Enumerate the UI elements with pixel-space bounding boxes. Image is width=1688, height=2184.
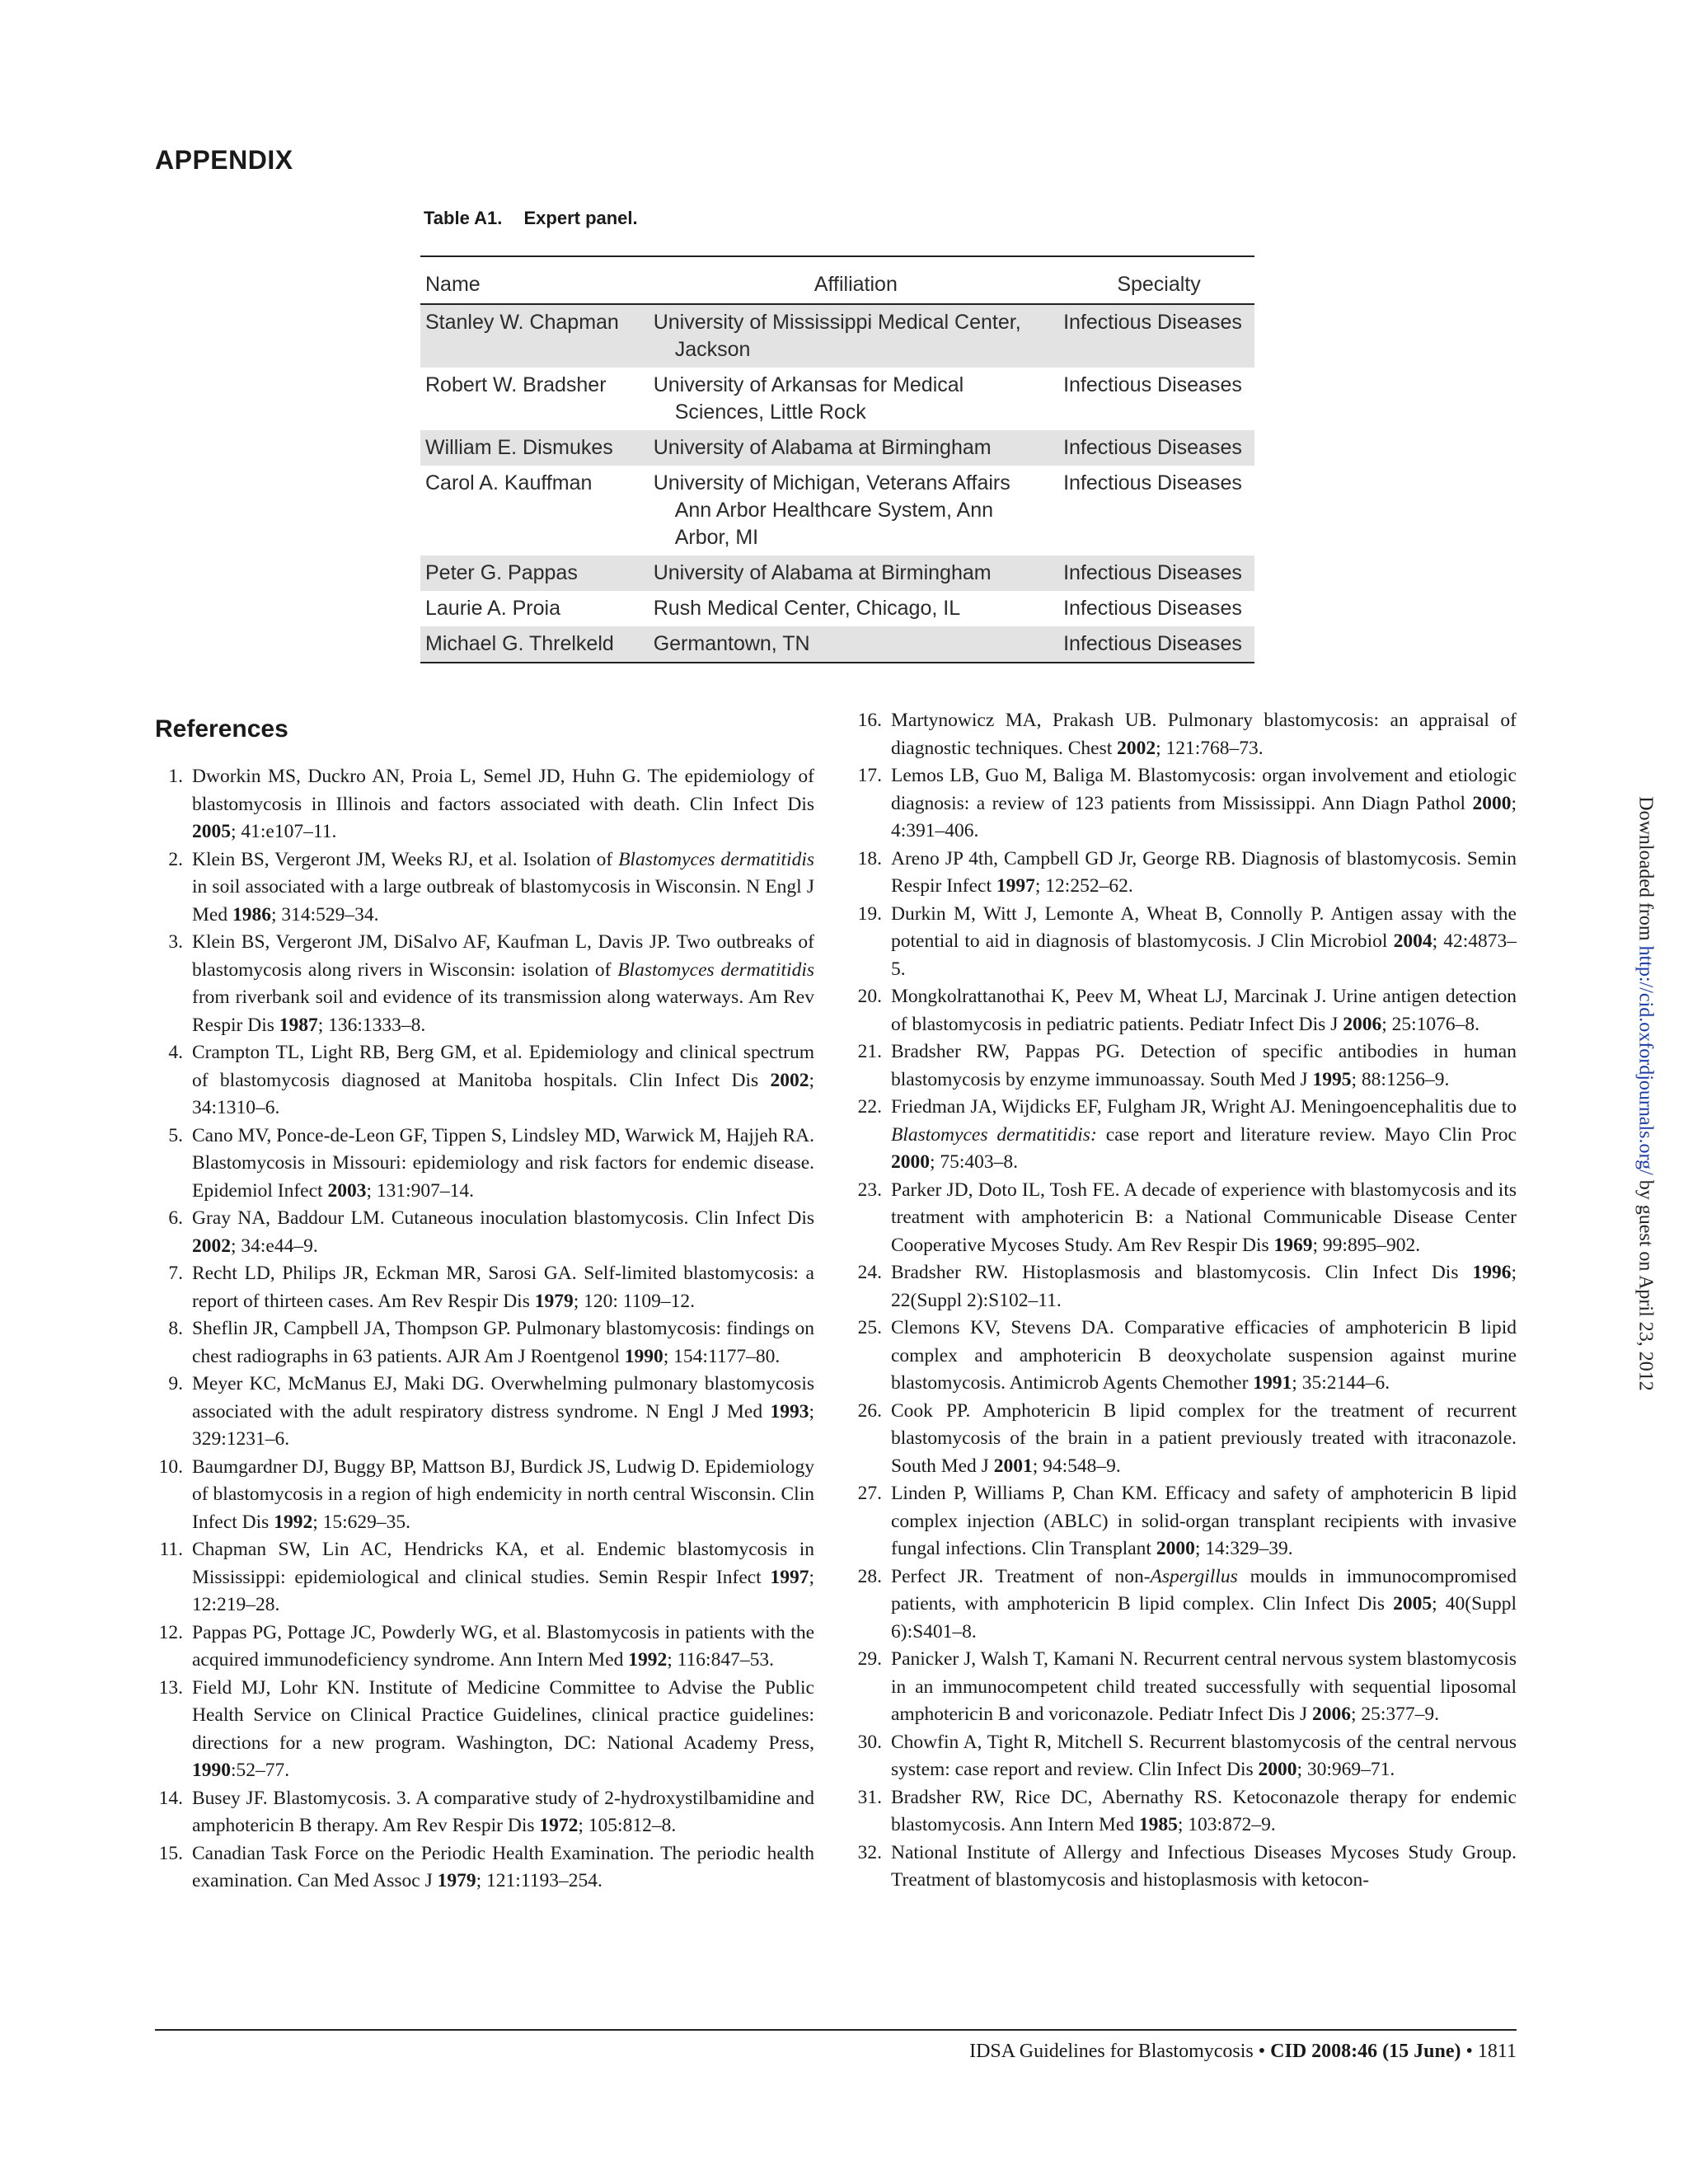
cell-affiliation: University of Arkansas for Medical Sciences, Little Rock xyxy=(653,373,964,424)
reference-item xyxy=(155,763,814,846)
cell-specialty: Infectious Diseases xyxy=(1063,436,1242,459)
cell-name: Stanley W. Chapman xyxy=(425,311,619,334)
reference-number: 27. xyxy=(857,1483,882,1504)
reference-number: 30. xyxy=(857,1731,882,1753)
reference-item xyxy=(854,1094,1517,1177)
reference-number: 13. xyxy=(158,1676,183,1699)
reference-item xyxy=(155,1536,814,1619)
cell-specialty: Infectious Diseases xyxy=(1063,561,1242,584)
reference-text: Gray NA, Baddour LM. Cutaneous inoculation blastomycosis. Clin Infect Dis 2002; 34:e44–9. xyxy=(192,1207,814,1257)
cell-affiliation: University of Michigan, Veterans Affairs Ann Arbor Healthcare System, Ann Arbor, MI xyxy=(653,471,1010,549)
reference-text: Cano MV, Ponce-de-Leon GF, Tippen S, Lindsley MD, Warwick M, Hajjeh RA. Blastomycosis in Missouri: epidemiology and risk factors for endemic disease. Epidemiol Infect 2003; 131:907–14. xyxy=(192,1124,814,1202)
reference-item xyxy=(854,1563,1517,1647)
reference-item xyxy=(155,1454,814,1537)
reference-number: 9. xyxy=(168,1373,183,1394)
reference-item xyxy=(155,1675,814,1785)
reference-text: Martynowicz MA, Prakash UB. Pulmonary blastomycosis: an appraisal of diagnostic techniques. Chest 2002; 121:768–73. xyxy=(891,710,1517,759)
reference-number: 8. xyxy=(168,1318,183,1339)
table-title: Expert panel. xyxy=(523,208,638,228)
reference-item xyxy=(854,762,1517,846)
cell-affiliation: University of Alabama at Birmingham xyxy=(653,436,992,459)
reference-number: 5. xyxy=(168,1124,183,1146)
reference-item xyxy=(155,846,814,930)
reference-text: Durkin M, Witt J, Lemonte A, Wheat B, Connolly P. Antigen assay with the potential to aid in diagnosis of blastomycosis. J Clin Microbiol 2004; 42:4873–5. xyxy=(891,902,1517,980)
cell-name: William E. Dismukes xyxy=(425,436,613,459)
reference-number: 16. xyxy=(857,710,882,731)
download-note xyxy=(1634,796,1657,1391)
reference-item xyxy=(155,1122,814,1206)
table-caption xyxy=(424,208,638,229)
cell-specialty: Infectious Diseases xyxy=(1063,373,1242,396)
references-column-right xyxy=(854,707,1517,1895)
reference-text: Linden P, Williams P, Chan KM. Efficacy and safety of amphotericin B lipid complex injection (ABLC) in solid-organ transplant recipients with invasive fungal infections. Clin Transplant 2000; 14:329–39. xyxy=(891,1483,1517,1559)
footer-separator: • xyxy=(1258,2041,1266,2062)
reference-item xyxy=(854,1177,1517,1260)
reference-text: Perfect JR. Treatment of non-Aspergillus moulds in immunocompromised patients, with amphotericin B lipid complex. Clin Infect Dis 2005; 40(Suppl 6):S401–8. xyxy=(891,1565,1517,1643)
footer-rule xyxy=(155,2029,1517,2031)
reference-item xyxy=(854,1398,1517,1481)
reference-item xyxy=(854,1038,1517,1094)
table-header-row xyxy=(420,256,1254,304)
table-label: Table A1. xyxy=(424,208,503,228)
reference-text: Chapman SW, Lin AC, Hendricks KA, et al. Endemic blastomycosis in Mississippi: epidemiological and clinical studies. Semin Respir Infect 1997; 12:219–28. xyxy=(192,1539,814,1615)
reference-number: 1. xyxy=(168,766,183,787)
reference-text: Sheflin JR, Campbell JA, Thompson GP. Pulmonary blastomycosis: findings on chest radiographs in 63 patients. AJR Am J Roentgenol 1990; 154:1177–80. xyxy=(192,1318,814,1367)
appendix-heading: APPENDIX xyxy=(155,145,293,175)
page-footer xyxy=(969,2041,1517,2063)
cell-specialty: Infectious Diseases xyxy=(1063,471,1242,494)
reference-number: 12. xyxy=(158,1621,183,1643)
reference-item xyxy=(854,1646,1517,1729)
reference-text: Parker JD, Doto IL, Tosh FE. A decade of experience with blastomycosis and its treatment with amphotericin B: a National Communicable Disease Center Cooperative Mycoses Study. Am Rev Respir Dis 1969; 99:895–902. xyxy=(891,1179,1517,1256)
expert-panel-table xyxy=(420,255,1254,663)
reference-item xyxy=(854,983,1517,1038)
table-row xyxy=(420,555,1254,591)
reference-text: Areno JP 4th, Campbell GD Jr, George RB. Diagnosis of blastomycosis. Semin Respir Infect 1997; 12:252–62. xyxy=(891,847,1517,897)
reference-number: 29. xyxy=(857,1648,882,1670)
table-row xyxy=(420,626,1254,663)
reference-number: 25. xyxy=(857,1317,882,1338)
reference-text: Mongkolrattanothai K, Peev M, Wheat LJ, Marcinak J. Urine antigen detection of blastomycosis in pediatric patients. Pediatr Infect Dis J 2006; 25:1076–8. xyxy=(891,986,1517,1035)
references-column-left xyxy=(155,763,814,1896)
cell-name: Michael G. Threlkeld xyxy=(425,632,614,655)
reference-number: 32. xyxy=(857,1841,882,1863)
reference-number: 23. xyxy=(857,1179,882,1201)
reference-number: 2. xyxy=(168,848,183,870)
reference-item xyxy=(854,1315,1517,1398)
download-note-suffix: by guest on April 23, 2012 xyxy=(1634,1179,1657,1391)
reference-number: 3. xyxy=(168,931,183,953)
references-heading: References xyxy=(155,715,288,743)
reference-text: Busey JF. Blastomycosis. 3. A comparative study of 2-hydroxystilbamidine and amphotericin B therapy. Am Rev Respir Dis 1972; 105:812–8. xyxy=(192,1787,814,1836)
reference-text: Chowfin A, Tight R, Mitchell S. Recurrent blastomycosis of the central nervous system: case report and review. Clin Infect Dis 2000; 30:969–71. xyxy=(891,1731,1517,1780)
header-specialty: Specialty xyxy=(1117,273,1201,296)
reference-number: 14. xyxy=(158,1787,183,1809)
reference-item xyxy=(155,1260,814,1315)
table-body xyxy=(420,304,1254,663)
table-row xyxy=(420,430,1254,466)
cell-specialty: Infectious Diseases xyxy=(1063,597,1242,620)
reference-text: Pappas PG, Pottage JC, Powderly WG, et al. Blastomycosis in patients with the acquired immunodeficiency syndrome. Ann Intern Med 1992; 116:847–53. xyxy=(192,1621,814,1671)
reference-item xyxy=(854,1784,1517,1840)
reference-item xyxy=(155,1205,814,1260)
reference-text: Bradsher RW. Histoplasmosis and blastomycosis. Clin Infect Dis 1996; 22(Suppl 2):S102–11. xyxy=(891,1262,1517,1311)
reference-text: National Institute of Allergy and Infectious Diseases Mycoses Study Group. Treatment of blastomycosis and histoplasmosis with ketocon- xyxy=(891,1841,1517,1891)
reference-text: Canadian Task Force on the Periodic Health Examination. The periodic health examination. Can Med Assoc J 1979; 121:1193–254. xyxy=(192,1842,814,1891)
cell-name: Carol A. Kauffman xyxy=(425,471,593,494)
reference-text: Recht LD, Philips JR, Eckman MR, Sarosi GA. Self-limited blastomycosis: a report of thirteen cases. Am Rev Respir Dis 1979; 120: 1109–12. xyxy=(192,1263,814,1312)
reference-number: 17. xyxy=(857,765,882,786)
reference-text: Meyer KC, McManus EJ, Maki DG. Overwhelming pulmonary blastomycosis associated with the adult respiratory distress syndrome. N Engl J Med 1993; 329:1231–6. xyxy=(192,1373,814,1450)
table-row xyxy=(420,466,1254,555)
reference-item xyxy=(155,1315,814,1371)
reference-item xyxy=(155,1840,814,1896)
reference-item xyxy=(854,1480,1517,1563)
reference-text: Lemos LB, Guo M, Baliga M. Blastomycosis: organ involvement and etiologic diagnosis: a review of 123 patients from Mississippi. Ann Diagn Pathol 2000; 4:391–406. xyxy=(891,765,1517,841)
reference-number: 6. xyxy=(168,1207,183,1229)
reference-number: 20. xyxy=(857,986,882,1007)
reference-item xyxy=(854,1840,1517,1895)
reference-text: Crampton TL, Light RB, Berg GM, et al. Epidemiology and clinical spectrum of blastomycosis diagnosed at Manitoba hospitals. Clin Infect Dis 2002; 34:1310–6. xyxy=(192,1042,814,1118)
table-row xyxy=(420,591,1254,626)
cell-name: Laurie A. Proia xyxy=(425,597,560,620)
reference-text: Panicker J, Walsh T, Kamani N. Recurrent central nervous system blastomycosis in an immunocompetent child treated successfully with sequential liposomal amphotericin B and voriconazole. Pediatr Infect Dis J 2006; 25:377–9. xyxy=(891,1648,1517,1725)
cell-affiliation: University of Alabama at Birmingham xyxy=(653,561,992,584)
reference-item xyxy=(854,846,1517,901)
reference-number: 22. xyxy=(857,1096,882,1118)
reference-item xyxy=(155,1039,814,1122)
reference-text: Field MJ, Lohr KN. Institute of Medicine Committee to Advise the Public Health Service on Clinical Practice Guidelines, clinical practice guidelines: directions for a new program. Washington, DC: National Academy Press, 1990:52–77. xyxy=(192,1676,814,1781)
cell-specialty: Infectious Diseases xyxy=(1063,311,1242,334)
header-affiliation: Affiliation xyxy=(814,273,898,296)
footer-separator: • xyxy=(1465,2041,1473,2062)
reference-number: 31. xyxy=(857,1786,882,1808)
download-note-prefix: Downloaded from xyxy=(1634,796,1657,941)
reference-item xyxy=(155,1371,814,1454)
reference-number: 21. xyxy=(857,1041,882,1062)
header-name: Name xyxy=(425,273,481,296)
cell-name: Peter G. Pappas xyxy=(425,561,578,584)
reference-item xyxy=(854,1259,1517,1315)
reference-item xyxy=(854,707,1517,762)
reference-item xyxy=(155,1785,814,1840)
journal-citation: CID 2008:46 (15 June) xyxy=(1270,2041,1461,2062)
reference-number: 7. xyxy=(168,1263,183,1284)
reference-text: Friedman JA, Wijdicks EF, Fulgham JR, Wright AJ. Meningoencephalitis due to Blastomyces dermatitidis: case report and literature review. Mayo Clin Proc 2000; 75:403–8. xyxy=(891,1096,1517,1173)
reference-item xyxy=(854,901,1517,984)
reference-number: 15. xyxy=(158,1842,183,1864)
reference-number: 10. xyxy=(158,1455,183,1478)
reference-number: 26. xyxy=(857,1399,882,1422)
reference-number: 19. xyxy=(857,902,882,925)
reference-item xyxy=(155,929,814,1039)
reference-number: 24. xyxy=(857,1262,882,1283)
cell-name: Robert W. Bradsher xyxy=(425,373,607,396)
reference-text: Klein BS, Vergeront JM, Weeks RJ, et al. Isolation of Blastomyces dermatitidis in soil associated with a large outbreak of blastomycosis in Wisconsin. N Engl J Med 1986; 314:529–34. xyxy=(192,848,814,926)
reference-text: Clemons KV, Stevens DA. Comparative efficacies of amphotericin B lipid complex and amphotericin B deoxycholate suspension against murine blastomycosis. Antimicrob Agents Chemother 1991; 35:2144–6. xyxy=(891,1317,1517,1394)
reference-text: Cook PP. Amphotericin B lipid complex for the treatment of recurrent blastomycosis of the brain in a patient previously treated with itraconazole. South Med J 2001; 94:548–9. xyxy=(891,1399,1517,1477)
cell-specialty: Infectious Diseases xyxy=(1063,632,1242,655)
reference-text: Klein BS, Vergeront JM, DiSalvo AF, Kaufman L, Davis JP. Two outbreaks of blastomycosis along rivers in Wisconsin: isolation of Blastomyces dermatitidis from riverbank soil and evidence of its transmission along waterways. Am Rev Respir Dis 1987; 136:1333–8. xyxy=(192,931,814,1036)
cell-affiliation: Rush Medical Center, Chicago, IL xyxy=(653,597,961,620)
reference-number: 4. xyxy=(168,1042,183,1063)
download-link[interactable]: http://cid.oxfordjournals.org/ xyxy=(1634,945,1657,1175)
page-number: 1811 xyxy=(1477,2041,1517,2062)
reference-number: 18. xyxy=(857,847,882,869)
reference-number: 11. xyxy=(159,1539,183,1560)
reference-text: Bradsher RW, Pappas PG. Detection of specific antibodies in human blastomycosis by enzyme immunoassay. South Med J 1995; 88:1256–9. xyxy=(891,1041,1517,1090)
table-row xyxy=(420,368,1254,430)
reference-text: Bradsher RW, Rice DC, Abernathy RS. Ketoconazole therapy for endemic blastomycosis. Ann Intern Med 1985; 103:872–9. xyxy=(891,1786,1517,1835)
cell-affiliation: University of Mississippi Medical Center, Jackson xyxy=(653,311,1021,361)
running-title: IDSA Guidelines for Blastomycosis xyxy=(969,2041,1254,2062)
reference-text: Dworkin MS, Duckro AN, Proia L, Semel JD, Huhn G. The epidemiology of blastomycosis in Illinois and factors associated with death. Clin Infect Dis 2005; 41:e107–11. xyxy=(192,766,814,842)
reference-item xyxy=(155,1619,814,1675)
reference-item xyxy=(854,1729,1517,1784)
table-row xyxy=(420,304,1254,368)
reference-text: Baumgardner DJ, Buggy BP, Mattson BJ, Burdick JS, Ludwig D. Epidemiology of blastomycosis in a region of high endemicity in north central Wisconsin. Clin Infect Dis 1992; 15:629–35. xyxy=(192,1455,814,1533)
reference-number: 28. xyxy=(857,1565,882,1587)
cell-affiliation: Germantown, TN xyxy=(653,632,810,655)
